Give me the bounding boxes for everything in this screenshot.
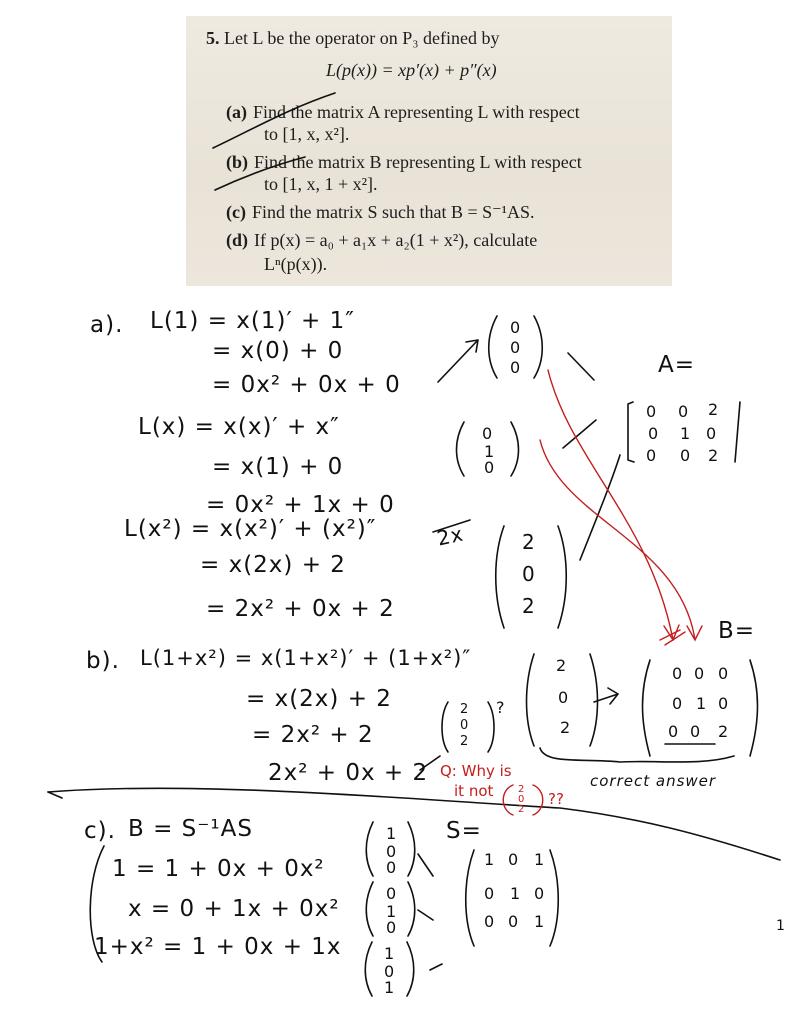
matrix-b-cell: 0 (718, 694, 729, 713)
red-arrow (548, 370, 679, 640)
work-line: = x(2x) + 2 (200, 552, 346, 578)
matrix-s-cell: 1 (484, 850, 495, 869)
vec-entry: 0 (460, 718, 469, 733)
work-line: = 0x² + 0x + 0 (212, 372, 401, 398)
part-a-label: a). (90, 312, 124, 338)
part-c-label: c). (84, 818, 116, 844)
arrow-to-vec1 (438, 340, 478, 382)
vec-entry: 0 (558, 688, 569, 707)
matrix-b-cell: 0 (672, 664, 683, 683)
work-line: 2x² + 0x + 2 (268, 760, 429, 786)
matrix-a-cell: 0 (678, 402, 689, 421)
work-line: = 0x² + 1x + 0 (206, 492, 395, 518)
basis-line: 1+x² = 1 + 0x + 1x (94, 934, 342, 960)
vec-entry: 0 (386, 842, 397, 861)
matrix-s-cell: 1 (534, 850, 545, 869)
stray-mark: 1 (776, 918, 785, 934)
red-arrow (540, 440, 702, 640)
matrix-s-cell: 0 (534, 884, 545, 903)
vec-entry: 0 (386, 918, 397, 937)
matrix-a-cell: 2 (708, 446, 719, 465)
note-vec-entry: 2 (518, 804, 525, 815)
vec-entry: 1 (484, 442, 495, 461)
vec-entry: 0 (510, 358, 521, 377)
basis-line: x = 0 + 1x + 0x² (128, 896, 340, 922)
part-text: Find the matrix S such that B = S⁻¹AS. (251, 202, 535, 222)
operator-equation: L(p(x)) = xp′(x) + p″(x) (326, 60, 497, 80)
matrix-a-cell: 0 (680, 446, 691, 465)
work-line: = 2x² + 2 (252, 722, 374, 748)
vec-entry: 0 (484, 458, 495, 477)
part-label: (a) (226, 102, 247, 122)
scribble-text: 2x (434, 521, 466, 551)
work-line: = x(1) + 0 (212, 454, 344, 480)
work-line: = 2x² + 0x + 2 (206, 596, 395, 622)
basis-line: 1 = 1 + 0x + 0x² (112, 856, 325, 882)
matrix-s-label: S= (446, 818, 482, 844)
vec-entry: 2 (460, 734, 469, 749)
note-question-cont: it not (454, 782, 494, 800)
matrix-b-cell: 0 (672, 694, 683, 713)
vec-entry: 1 (384, 978, 395, 997)
matrix-s-cell: 1 (510, 884, 521, 903)
part-b-prompt-cont: to [1, x, 1 + x²]. (264, 174, 378, 194)
question-mark: ? (496, 698, 505, 717)
matrix-s-cell: 0 (484, 884, 495, 903)
part-label: (b) (226, 152, 248, 172)
problem-number: 5. (206, 28, 220, 48)
matrix-b-label: B= (718, 618, 756, 644)
vec-entry: 0 (386, 858, 397, 877)
work-line: L(1) = x(1)′ + 1″ (150, 308, 355, 334)
vec-entry: 1 (386, 902, 397, 921)
matrix-b-cell: 0 (690, 722, 701, 741)
matrix-a-cell: 0 (648, 424, 659, 443)
matrix-a-label: A= (658, 352, 696, 378)
work-line: L(x) = x(x)′ + x″ (138, 414, 340, 440)
vec-entry: 2 (560, 718, 571, 737)
part-a-prompt-cont: to [1, x, x²]. (264, 124, 350, 144)
strike-part-b (215, 157, 305, 190)
matrix-b-cell: 0 (668, 722, 679, 741)
slash-mark (580, 455, 620, 560)
vec-entry: 0 (482, 424, 493, 443)
matrix-s-cell: 0 (484, 912, 495, 931)
part-d-prompt-cont: Lⁿ(p(x)). (264, 254, 328, 274)
matrix-b-cell: 0 (718, 664, 729, 683)
part-label: (d) (226, 230, 248, 250)
note-vec-entry: 0 (518, 794, 525, 805)
strike-part-a (213, 93, 335, 148)
work-line: L(x²) = x(x²)′ + (x²)″ (124, 516, 377, 542)
vec-entry: 0 (384, 962, 395, 981)
note-marks: ?? (548, 790, 564, 808)
problem-text: Let L be the operator on P₃ defined by (224, 28, 500, 48)
vec-entry: 0 (386, 884, 397, 903)
matrix-a-cell: 0 (646, 402, 657, 421)
matrix-a-cell: 0 (646, 446, 657, 465)
vec-entry: 0 (522, 562, 536, 586)
vec-entry: 2 (556, 656, 567, 675)
vec-entry: 0 (510, 338, 521, 357)
slash-mark (568, 353, 594, 380)
matrix-a-cell: 0 (706, 424, 717, 443)
matrix-b-cell: 2 (718, 722, 729, 741)
vec-entry: 2 (522, 594, 536, 618)
part-b-label: b). (86, 648, 120, 674)
part-label: (c) (226, 202, 246, 222)
vec-entry: 2 (522, 530, 536, 554)
part-text: Find the matrix A representing L with respect (253, 102, 580, 122)
matrix-s-cell: 1 (534, 912, 545, 931)
matrix-b-cell: 0 (694, 664, 705, 683)
work-line: = x(2x) + 2 (246, 686, 392, 712)
matrix-s-cell: 0 (508, 850, 519, 869)
note-vec-entry: 2 (518, 784, 525, 795)
vec-entry: 1 (384, 944, 395, 963)
matrix-s-cell: 0 (508, 912, 519, 931)
part-c-equation: B = S⁻¹AS (128, 816, 253, 842)
matrix-b-cell: 1 (696, 694, 707, 713)
note-question: Q: Why is (440, 762, 512, 780)
vec-entry: 0 (510, 318, 521, 337)
correct-brace (540, 748, 734, 762)
divider-tick (48, 792, 62, 798)
work-line: = x(0) + 0 (212, 338, 344, 364)
vec-entry: 1 (386, 824, 397, 843)
part-text: Find the matrix B representing L with respect (254, 152, 582, 172)
work-line: L(1+x²) = x(1+x²)′ + (1+x²)″ (140, 646, 472, 670)
part-text: If p(x) = a₀ + a₁x + a₂(1 + x²), calculate (254, 230, 538, 250)
correct-answer-note: correct answer (590, 772, 717, 790)
tick-marks (418, 854, 442, 970)
vec-entry: 2 (460, 702, 469, 717)
matrix-a-cell: 2 (708, 400, 719, 419)
matrix-a-cell: 1 (680, 424, 691, 443)
